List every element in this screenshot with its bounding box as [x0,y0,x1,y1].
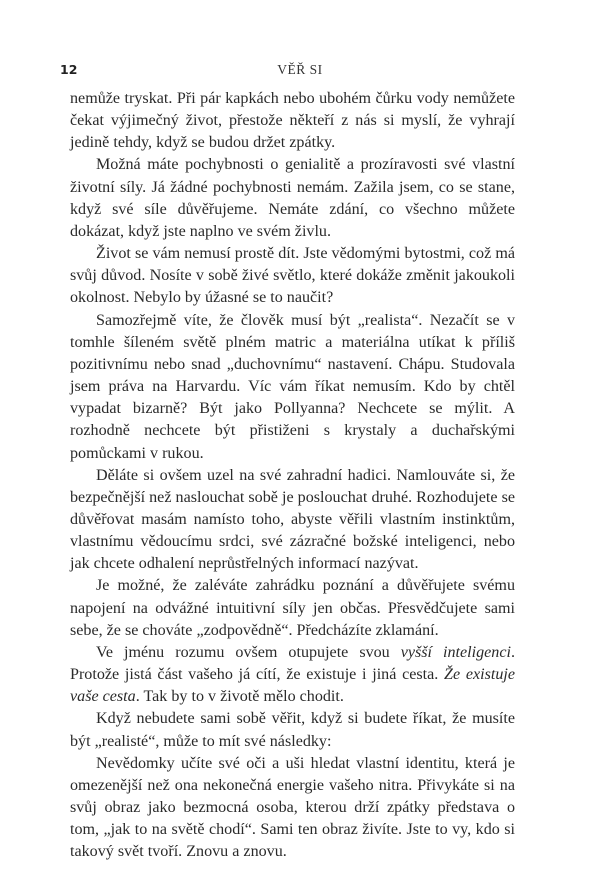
text-span: Ve jménu rozumu ovšem otupujete svou [96,643,401,661]
text-span: . Tak by to v životě mělo chodit. [135,688,344,706]
paragraph: Je možné, že zaléváte zahrádku poznání a důvěřujete svému napojení na odvážné intuitivní síly jen občas. Přesvědčujete sami sebe, že se chováte „zodpovědně“. Předcházíte zklamání. [70,577,515,639]
page-number: 12 [60,62,78,77]
paragraph: Možná máte pochybnosti o genialitě a prozíravosti své vlastní životní síly. Já žádné pochybnosti nemám. Zažila jsem, co se stane, když své síle důvěřujeme. Nemáte zdání, co všechno můžete dokázat, když jste naplno ve svém živlu. [70,156,515,240]
running-head: VĚŘ SI [277,62,323,77]
emphasis-text: Že existuje vaše cesta [70,666,515,706]
paragraph: Nevědomky učíte své oči a uši hledat vlastní identitu, která je omezenější než ona nekonečná energie vašeho nitra. Přivykáte si na svůj obraz jako bezmocná osoba, kterou drží zpátky představa o tom, „jak to na světě chodí“. Sami ten obraz živíte. Jste to vy, kdo si takový svět tvoří. Znovu a znovu. [70,754,515,861]
text-span: . Protože jistá část vašeho já cítí, že existuje i jiná cesta. [70,643,516,684]
paragraph: Život se vám nemusí prostě dít. Jste vědomými bytostmi, což má svůj důvod. Nosíte v sobě živé světlo, které dokáže změnit jakoukoli okolnost. Nebylo by úžasné se to naučit? [70,245,515,307]
paragraph: Děláte si ovšem uzel na své zahradní hadici. Namlouváte si, že bezpečnější než naslouchat sobě je poslouchat druhé. Rozhodujete se důvěřovat masám namísto toho, abyste věřili vlastním instinktům, vlastnímu vědoucímu srdci, své zázračné božské inteligenci, nebo jak chcete odhalení neprůstřelných informací nazývat. [70,466,515,573]
paragraph [70,642,515,708]
paragraph: Když nebudete sami sobě věřit, když si budete říkat, že musíte být „realisté“, může to mít své následky: [70,710,515,750]
emphasis-text: vyšší inteligenci [400,643,511,661]
paragraph: Samozřejmě víte, že člověk musí být „realista“. Nezačít se v tomhle šíleném světě plném matric a materiálna utíkat k příliš pozitivnímu nebo snad „duchovnímu“ nastavení. Chápu. Studovala jsem práva na Harvardu. Víc vám říkat nemusím. Kdo by chtěl vypadat bizarně? Být jako Pollyanna? Nechcete se mýlit. A rozhodně nechcete být přistiženi s krystaly a duchařskými pomůckami v rukou. [70,311,515,462]
paragraph: nemůže tryskat. Při pár kapkách nebo ubohém čůrku vody nemůžete čekat výjimečný život, přestože někteří z nás si myslí, že vyhrají jedině tehdy, když se budou držet zpátky. [70,90,515,152]
body-text [70,88,515,863]
